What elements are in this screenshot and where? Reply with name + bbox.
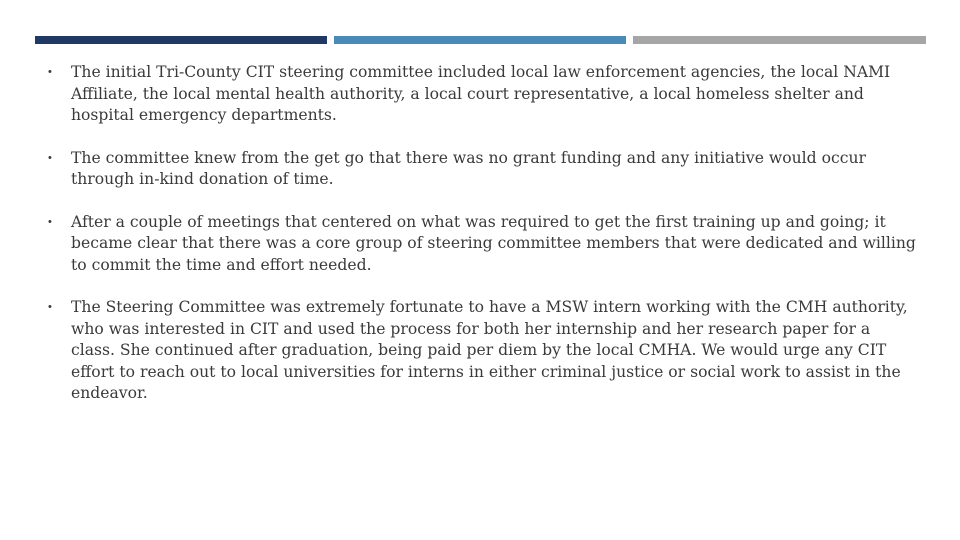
top-decorative-bars <box>35 36 926 44</box>
bullet-item-committee-members <box>46 62 916 127</box>
bullet-icon: • <box>48 215 52 228</box>
bullet-text: The initial Tri-County CIT steering committee included local law enforcement agencies, the local NAMI Affiliate, the local mental health authority, a local court representative, a local homeless shelter and hospital emergency departments. <box>71 63 891 124</box>
bullet-text: After a couple of meetings that centered on what was required to get the first training up and going; it became clear that there was a core group of steering committee members that were dedicated and willing to commit the time and effort needed. <box>71 212 916 274</box>
bullet-icon: • <box>48 301 52 313</box>
bullet-text: The Steering Committee was extremely fortunate to have a MSW intern working with the CMH authority, who was interested in CIT and used the process for both her internship and her research paper for a class. She continued after graduation, being paid per diem by the local CMHA. We would urge any CIT effort to reach out to local universities for interns in either criminal justice or social work to assist in the endeavor. <box>71 298 908 402</box>
bullet-list <box>46 62 916 426</box>
bullet-item-no-grant-funding <box>46 148 916 191</box>
top-bar-light-blue <box>334 36 626 44</box>
bullet-item-core-group <box>46 212 916 277</box>
bullet-item-msw-intern <box>46 297 916 405</box>
top-bar-dark-blue <box>35 36 327 44</box>
bullet-icon: • <box>48 151 52 164</box>
bullet-icon: • <box>48 66 52 78</box>
bullet-text: The committee knew from the get go that there was no grant funding and any initiative would occur through in-kind donation of time. <box>71 148 866 188</box>
top-bar-gray <box>633 36 926 44</box>
